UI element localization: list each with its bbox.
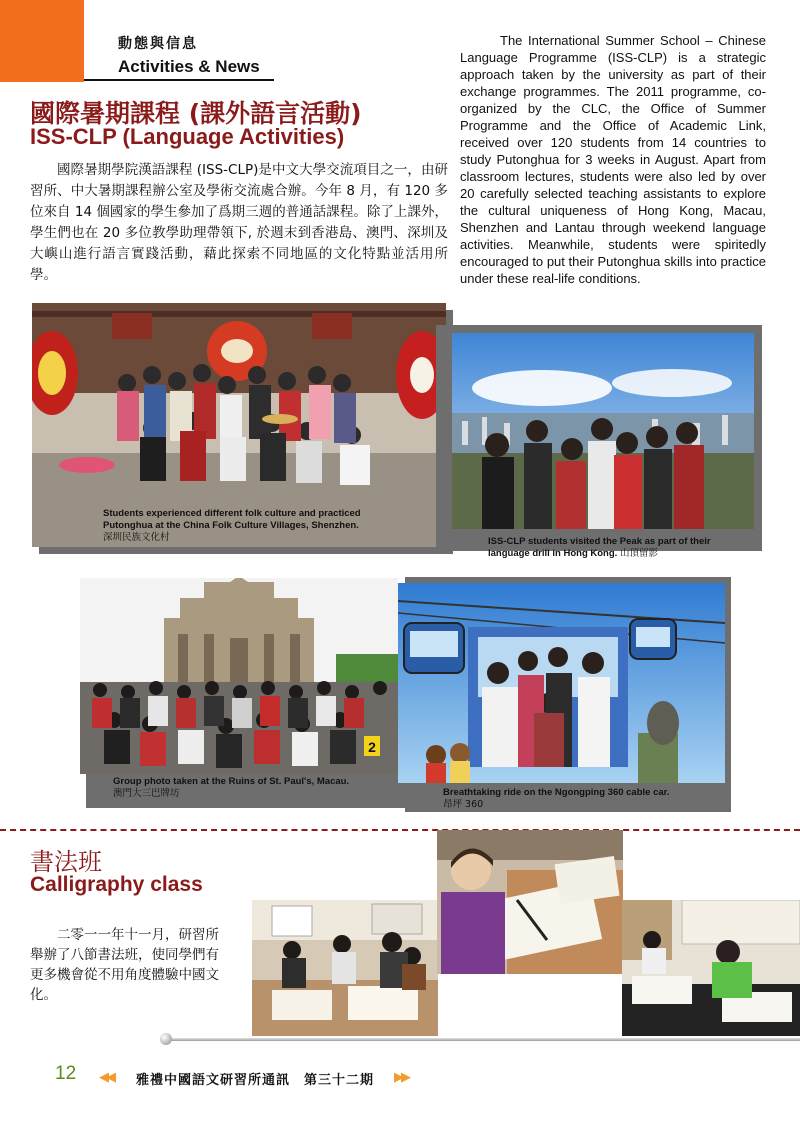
caption-cn: 山頂留影 [619, 548, 658, 559]
footer-rule-bullet [160, 1033, 172, 1045]
header-color-block [0, 0, 84, 82]
caption-en: Breathtaking ride on the Ngongping 360 cable car. [443, 787, 670, 798]
caption-en: Group photo taken at the Ruins of St. Paul's, Macau. [113, 776, 350, 787]
arrow-left-icon: ◀◀ [99, 1069, 113, 1084]
article-title-cn: 國際暑期課程 (課外語言活動) [30, 99, 362, 128]
photo-caption [488, 536, 718, 560]
calligraphy-body-cn: 二零一一年十一月，研習所舉辦了八節書法班，使同學們有更多機會從不用角度體驗中國文化。 [30, 927, 219, 1003]
section-title-cn: 動態與信息 [118, 36, 198, 52]
caption-en: ISS-CLP students visited the Peak as part of their language drill in Hong Kong. [488, 536, 711, 559]
article-title-en: ISS-CLP (Language Activities) [30, 124, 345, 149]
page-number: 12 [55, 1063, 77, 1084]
calligraphy-title-en: Calligraphy class [30, 873, 203, 896]
photo-ruins-st-pauls [80, 578, 398, 774]
photo-calligraphy-classroom [252, 900, 438, 1036]
header-rule [84, 79, 274, 81]
photo-ngongping-cable-car [398, 583, 725, 783]
photo-caption [113, 776, 373, 800]
article-body-cn: 國際暑期學院漢語課程 (ISS-CLP)是中文大學交流項目之一，由研習所、中大暑期課程辦公室及學術交流處合辦。今年 8 月，有 120 多位來自 14 個國家的學生參加了爲期三週的普通話課程。除了上課外，學生們也在 20 多位教學助理帶領下, 於週末到香港島、澳門、深圳及大嶼山進行語言實踐活動，藉此探索不同地區的文化特點並活用所學。 [30, 162, 448, 283]
photo-the-peak [452, 333, 754, 529]
photo-caption [103, 508, 388, 544]
caption-cn: 澳門大三巴牌坊 [113, 788, 180, 799]
article-body-en: The International Summer School – Chinese Language Programme (ISS-CLP) is a strategic approach taken by the university as part of their exchange programmes. The 2011 programme, co-organized by the CLC, the Office of Summer Programme and the Office of Academic Link, received over 120 students from 14 countries to study Putonghua for 3 weeks in August. Apart from classroom lectures, students were also led by over 20 carefully selected teaching assistants to explore the cultural uniqueness of Hong Kong, Macau, Shenzhen and Lantau through weekend language activities. Meanwhile, students were spiritedly encouraged to put their Putonghua skills into practice under these real-life conditions. [460, 33, 766, 286]
section-divider [0, 829, 800, 831]
photo-calligraphy-student-smiling [437, 830, 623, 974]
photo-calligraphy-writing [622, 900, 800, 1036]
calligraphy-title-cn: 書法班 [30, 848, 102, 876]
section-title-en: Activities & News [118, 57, 260, 76]
caption-cn: 深圳民族文化村 [103, 532, 170, 543]
caption-en: Students experienced different folk culture and practiced Putonghua at the China Folk Culture Villages, Shenzhen. [103, 508, 361, 531]
photo-sign-number: 2 [368, 739, 376, 755]
footer-rule [165, 1038, 800, 1041]
arrow-right-icon: ▶▶ [394, 1069, 408, 1084]
photo-caption [443, 787, 723, 811]
caption-cn: 昂坪 360 [443, 799, 484, 810]
newsletter-title: 雅禮中國語文研習所通訊 第三十二期 [136, 1073, 375, 1088]
